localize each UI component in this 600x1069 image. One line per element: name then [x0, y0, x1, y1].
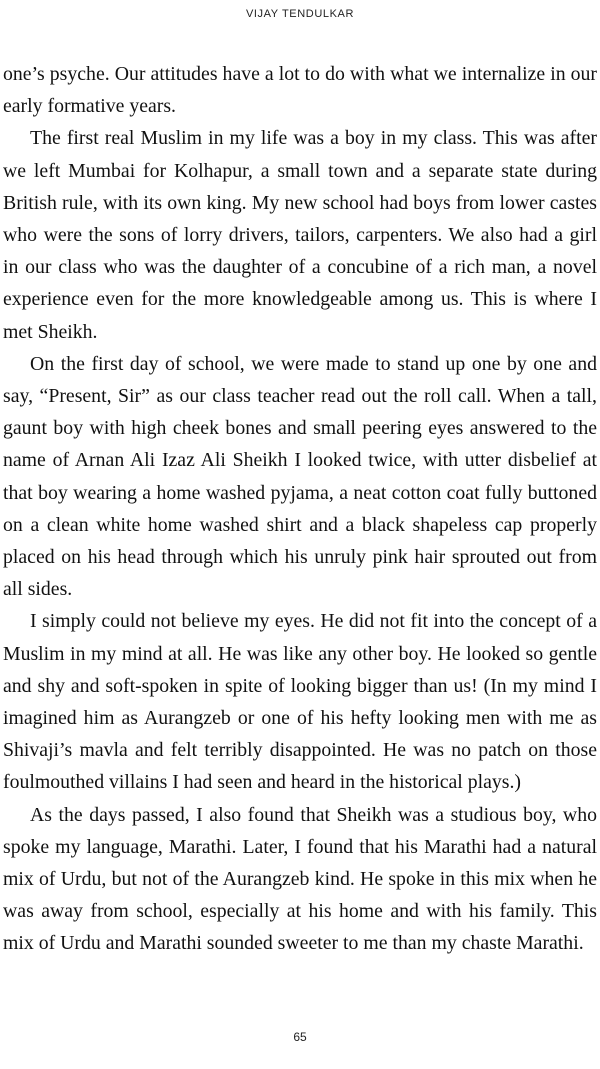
paragraph: I simply could not believe my eyes. He did not fit into the concept of a Muslim in my mind at all. He was like any other boy. He looked so gentle and shy and soft-spoken in spite of looking bigger than us! (In my mind I imagined him as Aurangzeb or one of his hefty looking men with me as Shivaji’s mavla and felt terribly disappointed. He was no patch on those foulmouthed villains I had seen and heard in the historical plays.) [3, 610, 597, 794]
paragraph: The first real Muslim in my life was a boy in my class. This was after we left Mumbai for Kolhapur, a small town and a separate state during British rule, with its own king. My new school had boys from lower castes who were the sons of lorry drivers, tailors, carpenters. We also had a girl in our class who was the daughter of a concubine of a rich man, a novel experience even for the more knowledgeable among us. This is where I met Sheikh. [3, 127, 597, 343]
paragraph: On the first day of school, we were made to stand up one by one and say, “Present, Sir” as our class teacher read out the roll call. When a tall, gaunt boy with high cheek bones and small peering eyes answered to the name of Arnan Ali Izaz Ali Sheikh I looked twice, with utter disbelief at that boy wearing a home washed pyjama, a neat cotton coat fully buttoned on a clean white home washed shirt and a black shapeless cap properly placed on his head through which his unruly pink hair sprouted out from all sides. [3, 352, 597, 601]
paragraph-continued: one’s psyche. Our attitudes have a lot to do with what we internalize in our early formative years. [3, 63, 597, 118]
page-number: 65 [293, 1030, 307, 1044]
running-header: VIJAY TENDULKAR [245, 8, 355, 20]
paragraph: As the days passed, I also found that Sheikh was a studious boy, who spoke my language, Marathi. Later, I found that his Marathi had a natural mix of Urdu, but not of the Aurangzeb kind. He spoke in this mix when he was away from school, especially at his home and with his family. This mix of Urdu and Marathi sounded sweeter to me than my chaste Marathi. [3, 803, 597, 955]
body-text [3, 58, 597, 960]
